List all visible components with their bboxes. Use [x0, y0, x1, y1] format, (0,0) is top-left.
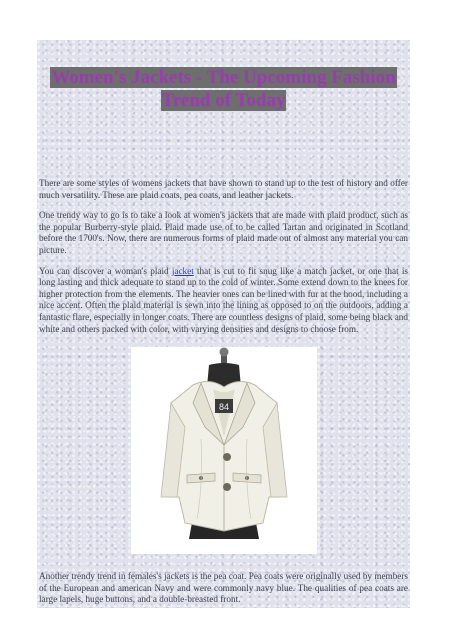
paragraph-pea-coat: Another trendy trend in females's jackets is the pea coat. Pea coats were originally used by members of the European and american Navy and were commonly navy blue. The qualities of pea coats are large lapels, huge buttons, and a double-breasted front.	[39, 571, 408, 605]
tag-number: 84	[218, 402, 229, 413]
paragraph-intro: There are some styles of womens jackets that have shown to stand up to the test of history and offer much versatility. These are plaid coats, pea coats, and leather jackets.	[39, 178, 408, 200]
page-title: Women's Jackets - The Upcoming Fashion Trend of Today	[51, 67, 396, 111]
document-page	[37, 40, 410, 608]
jacket-link[interactable]: jacket	[171, 265, 194, 276]
jacket-photo	[131, 347, 317, 554]
paragraph-plaid: One trendy way to go is to take a look at women's jackets that are made with plaid product, such as the popular Burberry-style plaid. Plaid made use of to be called Tartan and originated in Scotland before the 1700's. Now, there are numerous forms of plaid made out of almost any material you can picture.	[39, 210, 408, 255]
button-upper	[223, 453, 231, 461]
paragraph-plaid-jacket: You can discover a woman's plaid jacket that is cut to fit snug like a match jacket, or one that is long lasting and thick adequate to stand up to the cold of winter. Some extend down to the knees for higher protection from the elements. The heavier ones can be lined with fur at the hood, including a nice accent. Often the plaid material is sewn into the lining as opposed to on the outdoors, adding a fantastic flare, especially in longer coats. There are countless designs of plaid, some being black and white and others packed with color, with varying densities and designs to choose from.	[39, 265, 408, 334]
button-lower	[223, 483, 231, 491]
jacket-on-mannequin-image	[131, 347, 317, 554]
